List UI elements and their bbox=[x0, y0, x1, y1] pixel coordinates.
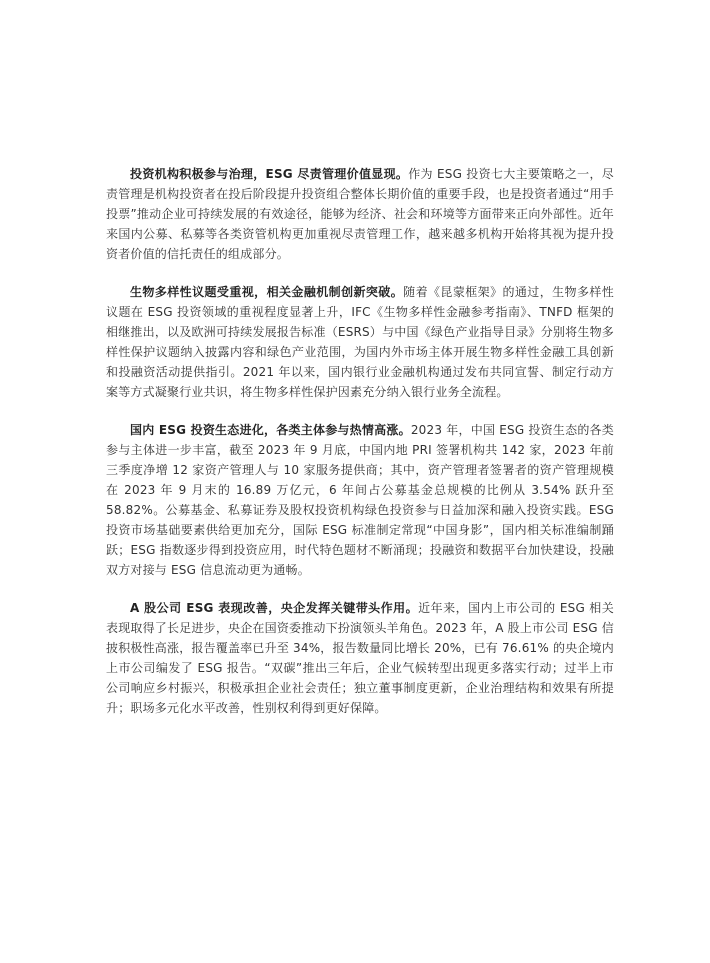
paragraph-biodiversity bbox=[106, 282, 614, 402]
paragraph-text: 2023 年，中国 ESG 投资生态的各类参与主体进一步丰富，截至 2023 年 9 月底，中国内地 PRI 签署机构共 142 家，2023 年前三季度净增 12 家资产管理人与 10 家服务提供商；其中，资产管理者签署者的资产管理规模在 2023 年 9 月末的 16.89 万亿元，6 年间占公募基金总规模的比例从 3.54% 跃升至 58.82%。公募基金、私募证券及股权投资机构绿色投资参与日益加深和融入投资实践。ESG 投资市场基础要素供给更加充分，国际 ESG 标准制定常现“中国身影”，国内相关标准编制踊跃；ESG 指数逐步得到投资应用，时代特色题材不断涌现；投融资和数据平台加快建设，投融双方对接与 ESG 信息流动更为通畅。 bbox=[106, 423, 614, 577]
paragraph-text: 随着《昆蒙框架》的通过，生物多样性议题在 ESG 投资领域的重视程度显著上升，IFC《生物多样性金融参考指南》、TNFD 框架的相继推出，以及欧洲可持续发展报告标准（ESRS）与中国《绿色产业指导目录》分别将生物多样性保护议题纳入披露内容和绿色产业范围，为国内外市场主体开展生物多样性金融工具创新和投融资活动提供指引。2021 年以来，国内银行业金融机构通过发布共同宣誓、制定行动方案等方式凝聚行业共识，将生物多样性保护因素充分纳入银行业务全流程。 bbox=[106, 285, 615, 399]
paragraph-lead: 生物多样性议题受重视，相关金融机制创新突破。 bbox=[130, 285, 404, 299]
paragraph-text: 近年来，国内上市公司的 ESG 相关表现取得了长足进步，央企在国资委推动下扮演领头羊角色。2023 年，A 股上市公司 ESG 信披积极性高涨，报告覆盖率已升至 34%，报告数量同比增长 20%，已有 76.61% 的央企境内上市公司编发了 ESG 报告。“双碳”推出三年后，企业气候转型出现更多落实行动；过半上市公司响应乡村振兴，积极承担企业社会责任；独立董事制度更新，企业治理结构和效果有所提升；职场多元化水平改善，性别权利得到更好保障。 bbox=[106, 601, 615, 715]
paragraph-lead: 国内 ESG 投资生态进化，各类主体参与热情高涨。 bbox=[130, 423, 411, 437]
paragraph-lead: 投资机构积极参与治理，ESG 尽责管理价值显现。 bbox=[130, 167, 409, 181]
paragraph-lead: A 股公司 ESG 表现改善，央企发挥关键带头作用。 bbox=[130, 601, 419, 615]
paragraph-text: 作为 ESG 投资七大主要策略之一，尽责管理是机构投资者在投后阶段提升投资组合整体长期价值的重要手段，也是投资者通过“用手投票”推动企业可持续发展的有效途径，能够为经济、社会和环境等方面带来正向外部性。近年来国内公募、私募等各类资管机构更加重视尽责管理工作，越来越多机构开始将其视为提升投资者价值的信托责任的组成部分。 bbox=[106, 167, 614, 261]
document-body bbox=[106, 164, 614, 736]
paragraph-esg-ecosystem bbox=[106, 420, 614, 580]
paragraph-a-share-companies bbox=[106, 598, 614, 718]
paragraph-stewardship bbox=[106, 164, 614, 264]
